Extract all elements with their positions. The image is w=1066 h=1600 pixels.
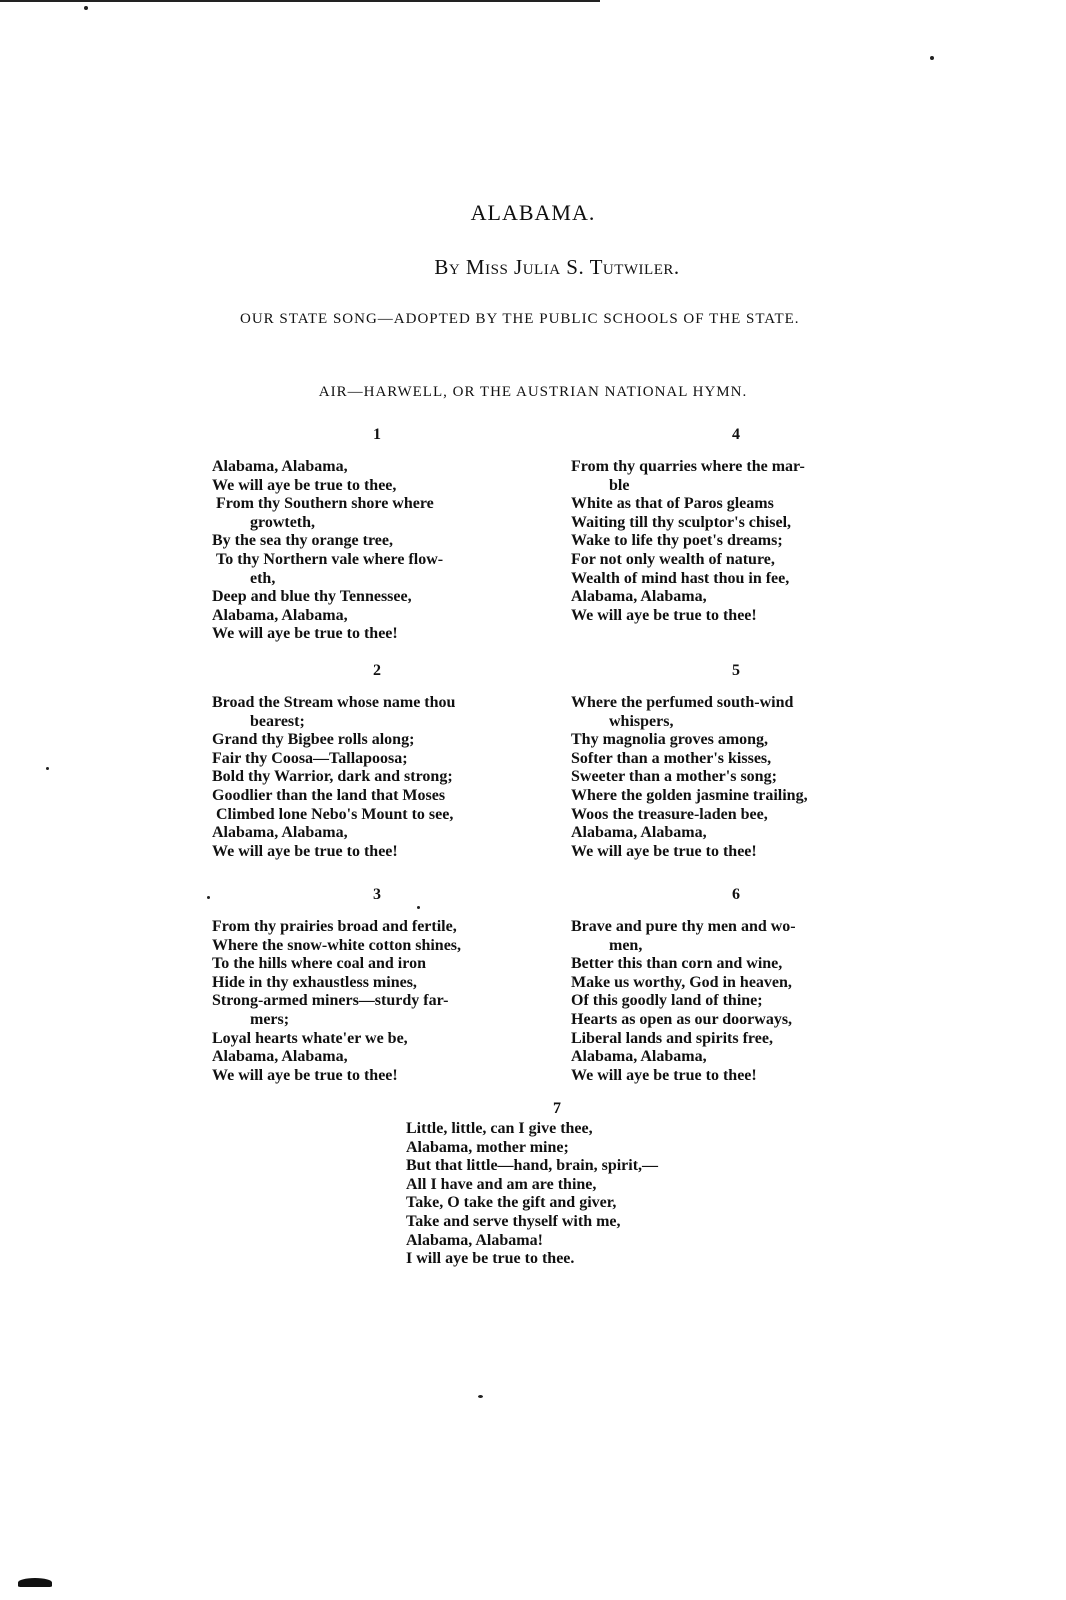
air-note: AIR—HARWELL, OR THE AUSTRIAN NATIONAL HYMN. <box>318 384 748 400</box>
verse-line: Woos the treasure-laden bee, <box>571 805 768 823</box>
verse-line: Alabama, Alabama, <box>571 824 707 842</box>
verse-line: By the sea thy orange tree, <box>212 532 393 550</box>
scan-speck <box>930 56 934 60</box>
verse-line: Bold thy Warrior, dark and strong; <box>212 768 453 786</box>
verse-line: eth, <box>250 569 276 587</box>
stanza-number: 7 <box>553 1100 561 1117</box>
verse-line: Thy magnolia groves among, <box>571 731 769 749</box>
verse-line: Goodlier than the land that Moses <box>212 786 446 804</box>
scan-speck <box>84 6 88 10</box>
verse-line: mers; <box>250 1010 290 1028</box>
verse-line: Alabama, Alabama, <box>571 1048 707 1066</box>
verse-line: ble <box>609 476 630 494</box>
verse-line: Take, O take the gift and giver, <box>406 1194 617 1212</box>
stanza-2 <box>212 662 542 861</box>
song-subtitle: OUR STATE SONG—ADOPTED BY THE PUBLIC SCHOOLS OF THE STATE. <box>240 311 800 327</box>
verse-line: I will aye be true to thee. <box>406 1250 575 1268</box>
verse-line: Take and serve thyself with me, <box>406 1212 621 1230</box>
stanza-number: 5 <box>732 662 740 679</box>
verse-line: Wealth of mind hast thou in fee, <box>571 569 790 587</box>
verse-line: For not only wealth of nature, <box>571 550 775 568</box>
author-byline: By Miss Julia S. Tutwiler. <box>434 255 680 279</box>
verse-line: Where the perfumed south-wind <box>571 694 794 711</box>
stanza-1 <box>212 426 542 644</box>
verse-line: Waiting till thy sculptor's chisel, <box>571 513 792 531</box>
verse-line: Loyal hearts whate'er we be, <box>212 1029 408 1047</box>
ink-blot <box>18 1578 52 1587</box>
stanza-6 <box>571 886 901 1085</box>
verse-line: Hide in thy exhaustless mines, <box>212 973 417 991</box>
stanza-number: 3 <box>373 886 381 903</box>
verse-line: Little, little, can I give thee, <box>406 1120 593 1137</box>
scan-speck <box>207 896 210 899</box>
verse-line: Brave and pure thy men and wo- <box>571 918 796 935</box>
verse-line: Strong-armed miners—sturdy far- <box>212 992 449 1010</box>
verse-line: Make us worthy, God in heaven, <box>571 973 792 991</box>
scan-speck <box>478 1395 483 1398</box>
verse-line: Deep and blue thy Tennessee, <box>212 588 412 606</box>
stanza-7 <box>406 1100 766 1269</box>
verse-line: Liberal lands and spirits free, <box>571 1029 773 1047</box>
verse-line: We will aye be true to thee, <box>212 476 397 494</box>
stanza-5 <box>571 662 901 861</box>
stanza-4 <box>571 426 901 625</box>
verse-line: Alabama, Alabama, <box>212 606 348 624</box>
verse-line: From thy quarries where the mar- <box>571 458 805 475</box>
verse-line: whispers, <box>609 712 674 730</box>
verse-line: We will aye be true to thee! <box>212 625 398 643</box>
verse-line: Hearts as open as our doorways, <box>571 1010 793 1028</box>
verse-line: From thy prairies broad and fertile, <box>212 918 457 935</box>
page-title: ALABAMA. <box>470 200 596 225</box>
verse-line: Alabama, Alabama, <box>212 1048 348 1066</box>
stanza-number: 2 <box>373 662 381 679</box>
verse-line: Fair thy Coosa—Tallapoosa; <box>212 749 408 767</box>
verse-line: Climbed lone Nebo's Mount to see, <box>216 805 454 823</box>
verse-line: Wake to life thy poet's dreams; <box>571 532 783 550</box>
verse-line: We will aye be true to thee! <box>571 1066 757 1084</box>
verse-line: growteth, <box>250 513 316 531</box>
stanza-number: 6 <box>732 886 740 903</box>
scan-speck <box>46 767 49 770</box>
verse-line: Alabama, Alabama, <box>571 588 707 606</box>
verse-line: bearest; <box>250 712 305 730</box>
verse-line: We will aye be true to thee! <box>212 842 398 860</box>
verse-line: Of this goodly land of thine; <box>571 992 763 1010</box>
verse-line: men, <box>609 936 643 954</box>
verse-line: But that little—hand, brain, spirit,— <box>406 1157 659 1175</box>
stanza-3 <box>212 886 542 1085</box>
verse-line: Where the golden jasmine trailing, <box>571 786 808 804</box>
verse-line: Sweeter than a mother's song; <box>571 768 777 786</box>
verse-line: We will aye be true to thee! <box>571 842 757 860</box>
page-top-rule <box>0 0 600 2</box>
stanza-number: 4 <box>732 426 740 443</box>
verse-line: We will aye be true to thee! <box>571 606 757 624</box>
verse-line: Softer than a mother's kisses, <box>571 749 772 767</box>
verse-line: Alabama, Alabama! <box>406 1231 543 1249</box>
verse-line: Grand thy Bigbee rolls along; <box>212 731 415 749</box>
stanza-number: 1 <box>373 426 381 443</box>
verse-line: Alabama, mother mine; <box>406 1138 569 1156</box>
verse-line: All I have and am are thine, <box>406 1175 597 1193</box>
verse-line: Broad the Stream whose name thou <box>212 694 456 711</box>
verse-line: Where the snow-white cotton shines, <box>212 936 462 954</box>
verse-line: We will aye be true to thee! <box>212 1066 398 1084</box>
verse-line: White as that of Paros gleams <box>571 495 774 513</box>
verse-line: To the hills where coal and iron <box>212 955 426 973</box>
verse-line: Better this than corn and wine, <box>571 955 783 973</box>
verse-line: Alabama, Alabama, <box>212 458 348 475</box>
verse-line: To thy Northern vale where flow- <box>216 550 444 568</box>
scan-speck <box>417 906 420 909</box>
verse-line: Alabama, Alabama, <box>212 824 348 842</box>
verse-line: From thy Southern shore where <box>216 495 434 513</box>
